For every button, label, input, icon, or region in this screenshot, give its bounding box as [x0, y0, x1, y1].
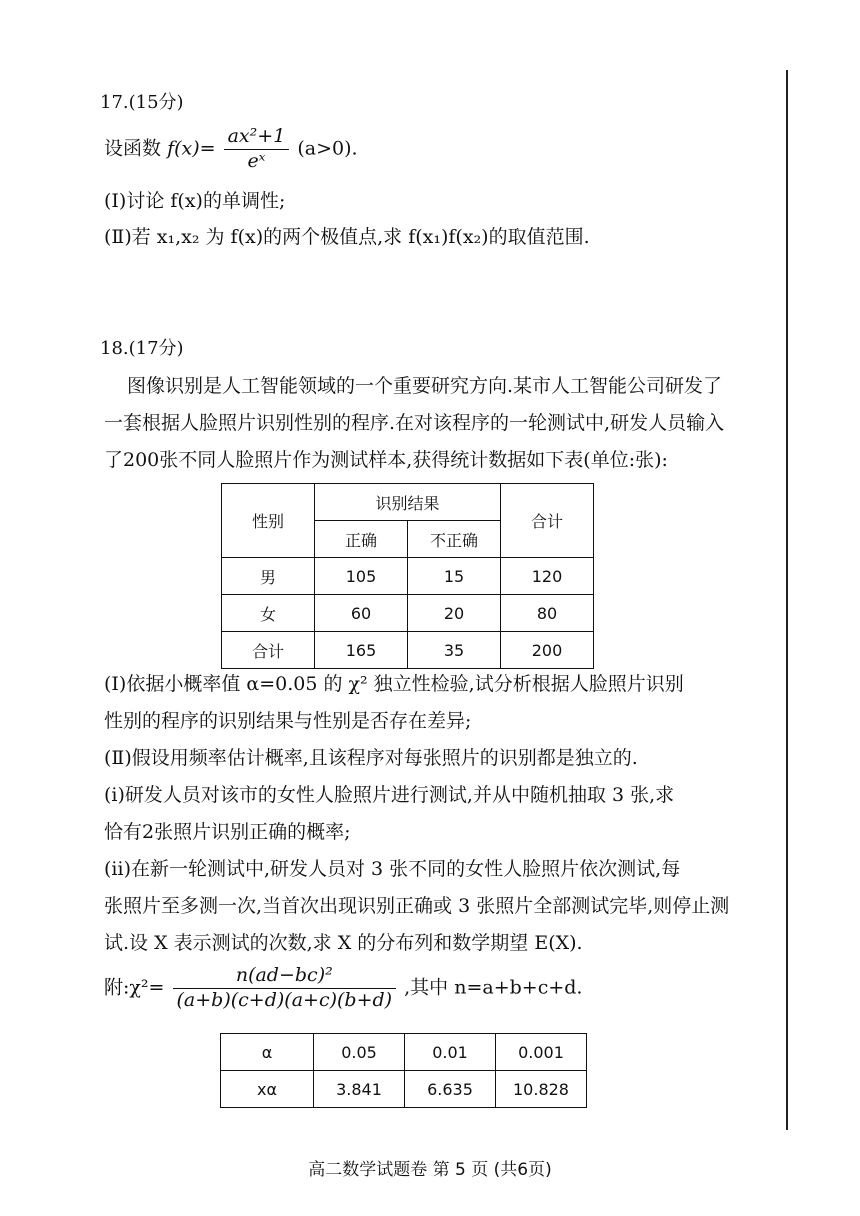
- margin-rule: [786, 70, 788, 1130]
- q18-part2-i-line-2: 恰有2张照片识别正确的概率;: [104, 821, 351, 843]
- cell-incorrect: 20: [408, 595, 501, 632]
- x-alpha-value: 10.828: [496, 1071, 587, 1108]
- table-row: [221, 1071, 587, 1108]
- q18-intro-line-1: 图像识别是人工智能领域的一个重要研究方向.某市人工智能公司研发了: [127, 375, 723, 397]
- table-row: [222, 632, 594, 669]
- cell-correct: 60: [315, 595, 408, 632]
- cell-correct: 165: [315, 632, 408, 669]
- q18-part1-line-2: 性别的程序的识别结果与性别是否存在差异;: [104, 710, 472, 732]
- alpha-label: α: [221, 1034, 314, 1071]
- appendix-prefix: 附:χ²=: [104, 976, 165, 999]
- q18-part2-ii-line-3: 试.设 X 表示测试的次数,求 X 的分布列和数学期望 E(X).: [104, 932, 583, 954]
- q17-part2: (Ⅱ)若 x₁,x₂ 为 f(x)的两个极值点,求 f(x₁)f(x₂)的取值范围.: [104, 226, 590, 248]
- alpha-value: 0.05: [314, 1034, 405, 1071]
- q18-part2-i-line-1: (ⅰ)研发人员对该市的女性人脸照片进行测试,并从中随机抽取 3 张,求: [104, 784, 675, 806]
- chi-square-numerator: n(ad−bc)²: [173, 965, 397, 989]
- q18-intro-line-3: 了200张不同人脸照片作为测试样本,获得统计数据如下表(单位:张):: [104, 449, 668, 471]
- header-incorrect: 不正确: [408, 521, 501, 558]
- q18-part2-ii-line-2: 张照片至多测一次,当首次出现识别正确或 3 张照片全部测试完毕,则停止测: [104, 895, 730, 917]
- cell-total: 80: [501, 595, 594, 632]
- appendix-suffix: ,其中 n=a+b+c+d.: [404, 976, 583, 999]
- row-label: 男: [222, 558, 315, 595]
- page-footer: 高二数学试题卷 第 5 页 (共6页): [308, 1160, 552, 1180]
- q17-fraction: [224, 126, 290, 173]
- row-label: 合计: [222, 632, 315, 669]
- q17-number: 17.(15分): [100, 92, 184, 113]
- cell-incorrect: 35: [408, 632, 501, 669]
- q17-part1: (Ⅰ)讨论 f(x)的单调性;: [104, 190, 286, 212]
- chi-square-fraction: [173, 965, 397, 1012]
- q17-fraction-denominator: eˣ: [247, 149, 266, 172]
- alpha-value: 0.001: [496, 1034, 587, 1071]
- header-gender: 性别: [222, 484, 315, 558]
- q17-fraction-numerator: ax²+1: [224, 126, 290, 150]
- q18-part1-line-1: (Ⅰ)依据小概率值 α=0.05 的 χ² 独立性检验,试分析根据人脸照片识别: [104, 673, 684, 695]
- q18-part2-line-1: (Ⅱ)假设用频率估计概率,且该程序对每张照片的识别都是独立的.: [104, 747, 638, 769]
- header-result: 识别结果: [315, 484, 501, 521]
- q18-intro-line-2: 一套根据人脸照片识别性别的程序.在对该程序的一轮测试中,研发人员输入: [104, 412, 725, 434]
- cell-correct: 105: [315, 558, 408, 595]
- q17-condition: (a>0).: [297, 137, 358, 160]
- table-row: [222, 595, 594, 632]
- q17-function-name: f(x)=: [167, 137, 216, 160]
- q18-number: 18.(17分): [100, 338, 184, 359]
- alpha-value: 0.01: [405, 1034, 496, 1071]
- x-alpha-value: 6.635: [405, 1071, 496, 1108]
- q17-stem-prefix: 设函数: [104, 137, 162, 160]
- cell-total: 200: [501, 632, 594, 669]
- header-correct: 正确: [315, 521, 408, 558]
- chi-square-denominator: (a+b)(c+d)(a+c)(b+d): [176, 988, 393, 1011]
- recognition-table: [221, 483, 594, 669]
- x-alpha-value: 3.841: [314, 1071, 405, 1108]
- critical-value-table: [220, 1033, 587, 1108]
- q18-appendix: [104, 965, 582, 1012]
- row-label: 女: [222, 595, 315, 632]
- q17-stem: [104, 126, 358, 173]
- x-alpha-label: xα: [221, 1071, 314, 1108]
- cell-total: 120: [501, 558, 594, 595]
- q18-part2-ii-line-1: (ⅱ)在新一轮测试中,研发人员对 3 张不同的女性人脸照片依次测试,每: [104, 858, 681, 880]
- table-row: [221, 1034, 587, 1071]
- header-total: 合计: [501, 484, 594, 558]
- cell-incorrect: 15: [408, 558, 501, 595]
- table-row: [222, 558, 594, 595]
